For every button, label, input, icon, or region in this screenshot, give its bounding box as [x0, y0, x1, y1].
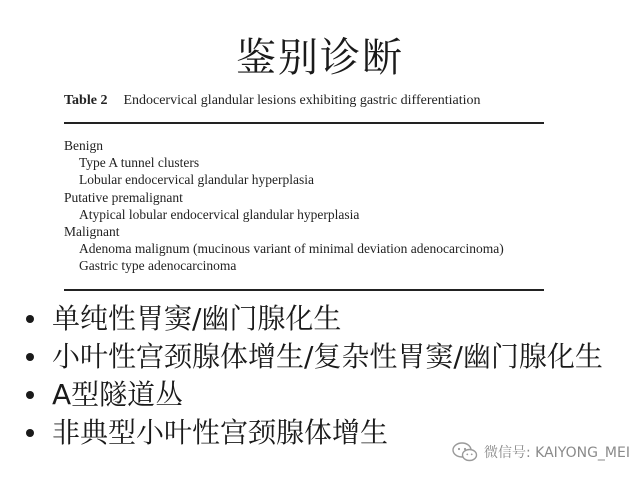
bullet-list — [26, 300, 626, 452]
bullet-dot-icon — [26, 353, 34, 361]
bullet-dot-icon — [26, 315, 34, 323]
wechat-icon — [452, 442, 478, 462]
table-bottom-rule — [64, 289, 544, 291]
watermark — [452, 442, 630, 462]
bullet-text: 非典型小叶性宫颈腺体增生 — [52, 416, 389, 449]
table-top-rule — [64, 122, 544, 124]
table-entry: Adenoma malignum (mucinous variant of minimal deviation adenocarcinoma) — [79, 241, 504, 257]
table-caption — [64, 92, 584, 110]
table-caption-number: Table 2 — [64, 93, 108, 108]
table-category-premalignant: Putative premalignant — [64, 189, 183, 205]
slide-title: 鉴别诊断 — [236, 35, 404, 81]
table-category-benign: Benign — [64, 138, 103, 153]
table-category-malignant: Malignant — [64, 224, 120, 240]
table-entry: Atypical lobular endocervical glandular hyperplasia — [79, 206, 360, 222]
bullet-dot-icon — [26, 391, 34, 399]
watermark-text: 微信号: KAIYONG_MEI — [484, 445, 630, 461]
table-body — [64, 137, 584, 275]
bullet-text: 单纯性胃窦/幽门腺化生 — [52, 302, 342, 335]
table-caption-text: Endocervical glandular lesions exhibiting gastric differentiation — [123, 93, 481, 108]
bullet-item — [26, 338, 626, 376]
bullet-text: A型隧道丛 — [52, 378, 184, 411]
bullet-item — [26, 300, 626, 338]
bullet-dot-icon — [26, 429, 34, 437]
table-entry: Lobular endocervical glandular hyperplasia — [79, 172, 315, 188]
table-entry: Type A tunnel clusters — [79, 155, 200, 171]
table-entry: Gastric type adenocarcinoma — [79, 258, 237, 274]
bullet-text: 小叶性宫颈腺体增生/复杂性胃窦/幽门腺化生 — [52, 340, 603, 373]
bullet-item — [26, 376, 626, 414]
